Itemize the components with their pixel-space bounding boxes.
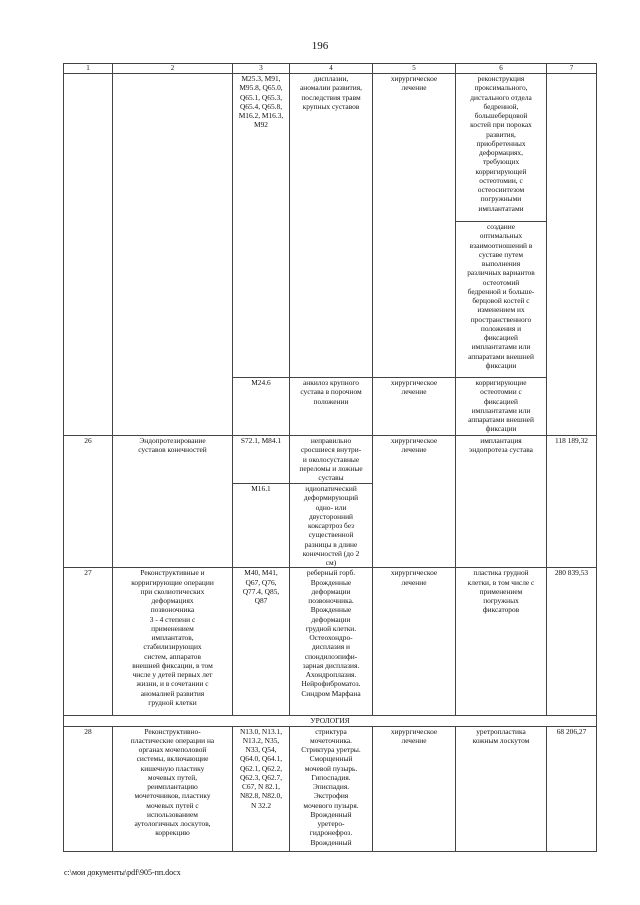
column-number: 3 — [233, 64, 290, 74]
diagnosis-codes-cell: M40, M41, Q67, Q76, Q77.4, Q85, Q87 — [233, 568, 290, 716]
column-numbers-row — [64, 64, 597, 74]
diagnosis-codes-cell: N13.0, N13.1, N13.2, N35, N33, Q54, Q64.0, Q64.1, Q62.1, Q62.2, Q62.3, Q62.7, C67, N 82.1, N82.8, N82.0, N 32.2 — [233, 726, 290, 851]
table-row — [64, 74, 597, 222]
group-name-cell — [113, 74, 233, 436]
diagnosis-codes-cell: M16.1 — [233, 484, 290, 568]
cost-cell: 68 206,27 — [547, 726, 597, 851]
treatment-type-cell: хирургическое лечение — [373, 378, 456, 436]
cost-cell: 118 189,32 — [547, 436, 597, 568]
column-number: 1 — [64, 64, 113, 74]
diagnosis-codes-cell: S72.1, M84.1 — [233, 436, 290, 484]
column-number: 4 — [290, 64, 373, 74]
diagnosis-codes-cell: M24.6 — [233, 378, 290, 436]
method-cell: пластика грудной клетки, в том числе с применением погружных фиксаторов — [456, 568, 547, 716]
footer-file-path: c:\мои документы\pdf\905-пп.docx — [64, 868, 181, 877]
page-number: 196 — [311, 40, 329, 52]
group-number-cell: 27 — [64, 568, 113, 716]
method-cell: создание оптимальных взаимоотношений в суставе путем выполнения различных вариантов остеотомий бедренной и больше- берцовой костей с изменением их пространственного положения и фиксацией имплантатами или аппаратами внешней фиксации — [456, 222, 547, 378]
group-name-cell: Реконструктивно- пластические операции на органах мочеполовой системы, включающие кишечную пластику мочевых путей, реимплантацию мочеточников, пластику мочевых путей с использованием аутологичных лоскутов, коррекцию — [113, 726, 233, 851]
cost-cell: 280 839,53 — [547, 568, 597, 716]
group-number-cell — [64, 74, 113, 436]
cost-cell — [547, 74, 597, 436]
group-number-cell: 28 — [64, 726, 113, 851]
method-cell: имплантация эндопротеза сустава — [456, 436, 547, 568]
diagnosis-cell: анкилоз крупного сустава в порочном положении — [290, 378, 373, 436]
column-number: 5 — [373, 64, 456, 74]
group-name-cell: Реконструктивные и корригирующие операции при сколиотических деформациях позвоночника 3 - 4 степени с применением имплантатов, стабилизирующих систем, аппаратов внешней фиксации, в том числе у детей первых лет жизни, и в сочетании с аномалией развития грудной клетки — [113, 568, 233, 716]
group-number-cell: 26 — [64, 436, 113, 568]
diagnosis-cell: стриктура мочеточника. Стриктура уретры. Сморщенный мочевой пузырь. Гипоспадия. Эписпадия. Экстрофия мочевого пузыря. Врожденный уретеро- гидронефроз. Врожденный — [290, 726, 373, 851]
treatment-type-cell: хирургическое лечение — [373, 568, 456, 716]
diagnosis-cell: неправильно сросшиеся внутри- и околосуставные переломы и ложные суставы — [290, 436, 373, 484]
method-cell: корригирующие остеотомии с фиксацией имплантатами или аппаратами внешней фиксации — [456, 378, 547, 436]
treatment-type-cell: хирургическое лечение — [373, 74, 456, 378]
diagnosis-cell: дисплазии, аномалии развития, последствия травм крупных суставов — [290, 74, 373, 378]
column-number: 2 — [113, 64, 233, 74]
table-row — [64, 436, 597, 484]
procedures-table — [63, 63, 597, 852]
table-row — [64, 726, 597, 851]
group-name-cell: Эндопротезирование суставов конечностей — [113, 436, 233, 568]
method-cell: уретропластика кожным лоскутом — [456, 726, 547, 851]
method-cell: реконструкция проксимального, дистального отдела бедренной, большеберцовой костей при пороках развития, приобретенных деформациях, требующих корригирующей остеотомии, с остеосинтезом погружными имплантатами — [456, 74, 547, 222]
section-row — [64, 716, 597, 726]
diagnosis-cell: реберный горб. Врожденные деформации позвоночника. Врожденные деформации грудной клетки. Остеохондро- дисплазия и спондилоэпифи- зарная дисплазия. Ахондроплазия. Нейрофиброматоз. Синдром Марфана — [290, 568, 373, 716]
treatment-type-cell: хирургическое лечение — [373, 436, 456, 568]
diagnosis-codes-cell: M25.3, M91, M95.8, Q65.0, Q65.1, Q65.3, Q65.4, Q65.8, M16.2, M16.3, M92 — [233, 74, 290, 378]
column-number: 6 — [456, 64, 547, 74]
table-row — [64, 568, 597, 716]
section-title: УРОЛОГИЯ — [64, 716, 597, 726]
diagnosis-cell: идиопатический деформирующий одно- или двусторонний коксартроз без существенной разницы в длине конечностей (до 2 см) — [290, 484, 373, 568]
treatment-type-cell: хирургическое лечение — [373, 726, 456, 851]
column-number: 7 — [547, 64, 597, 74]
